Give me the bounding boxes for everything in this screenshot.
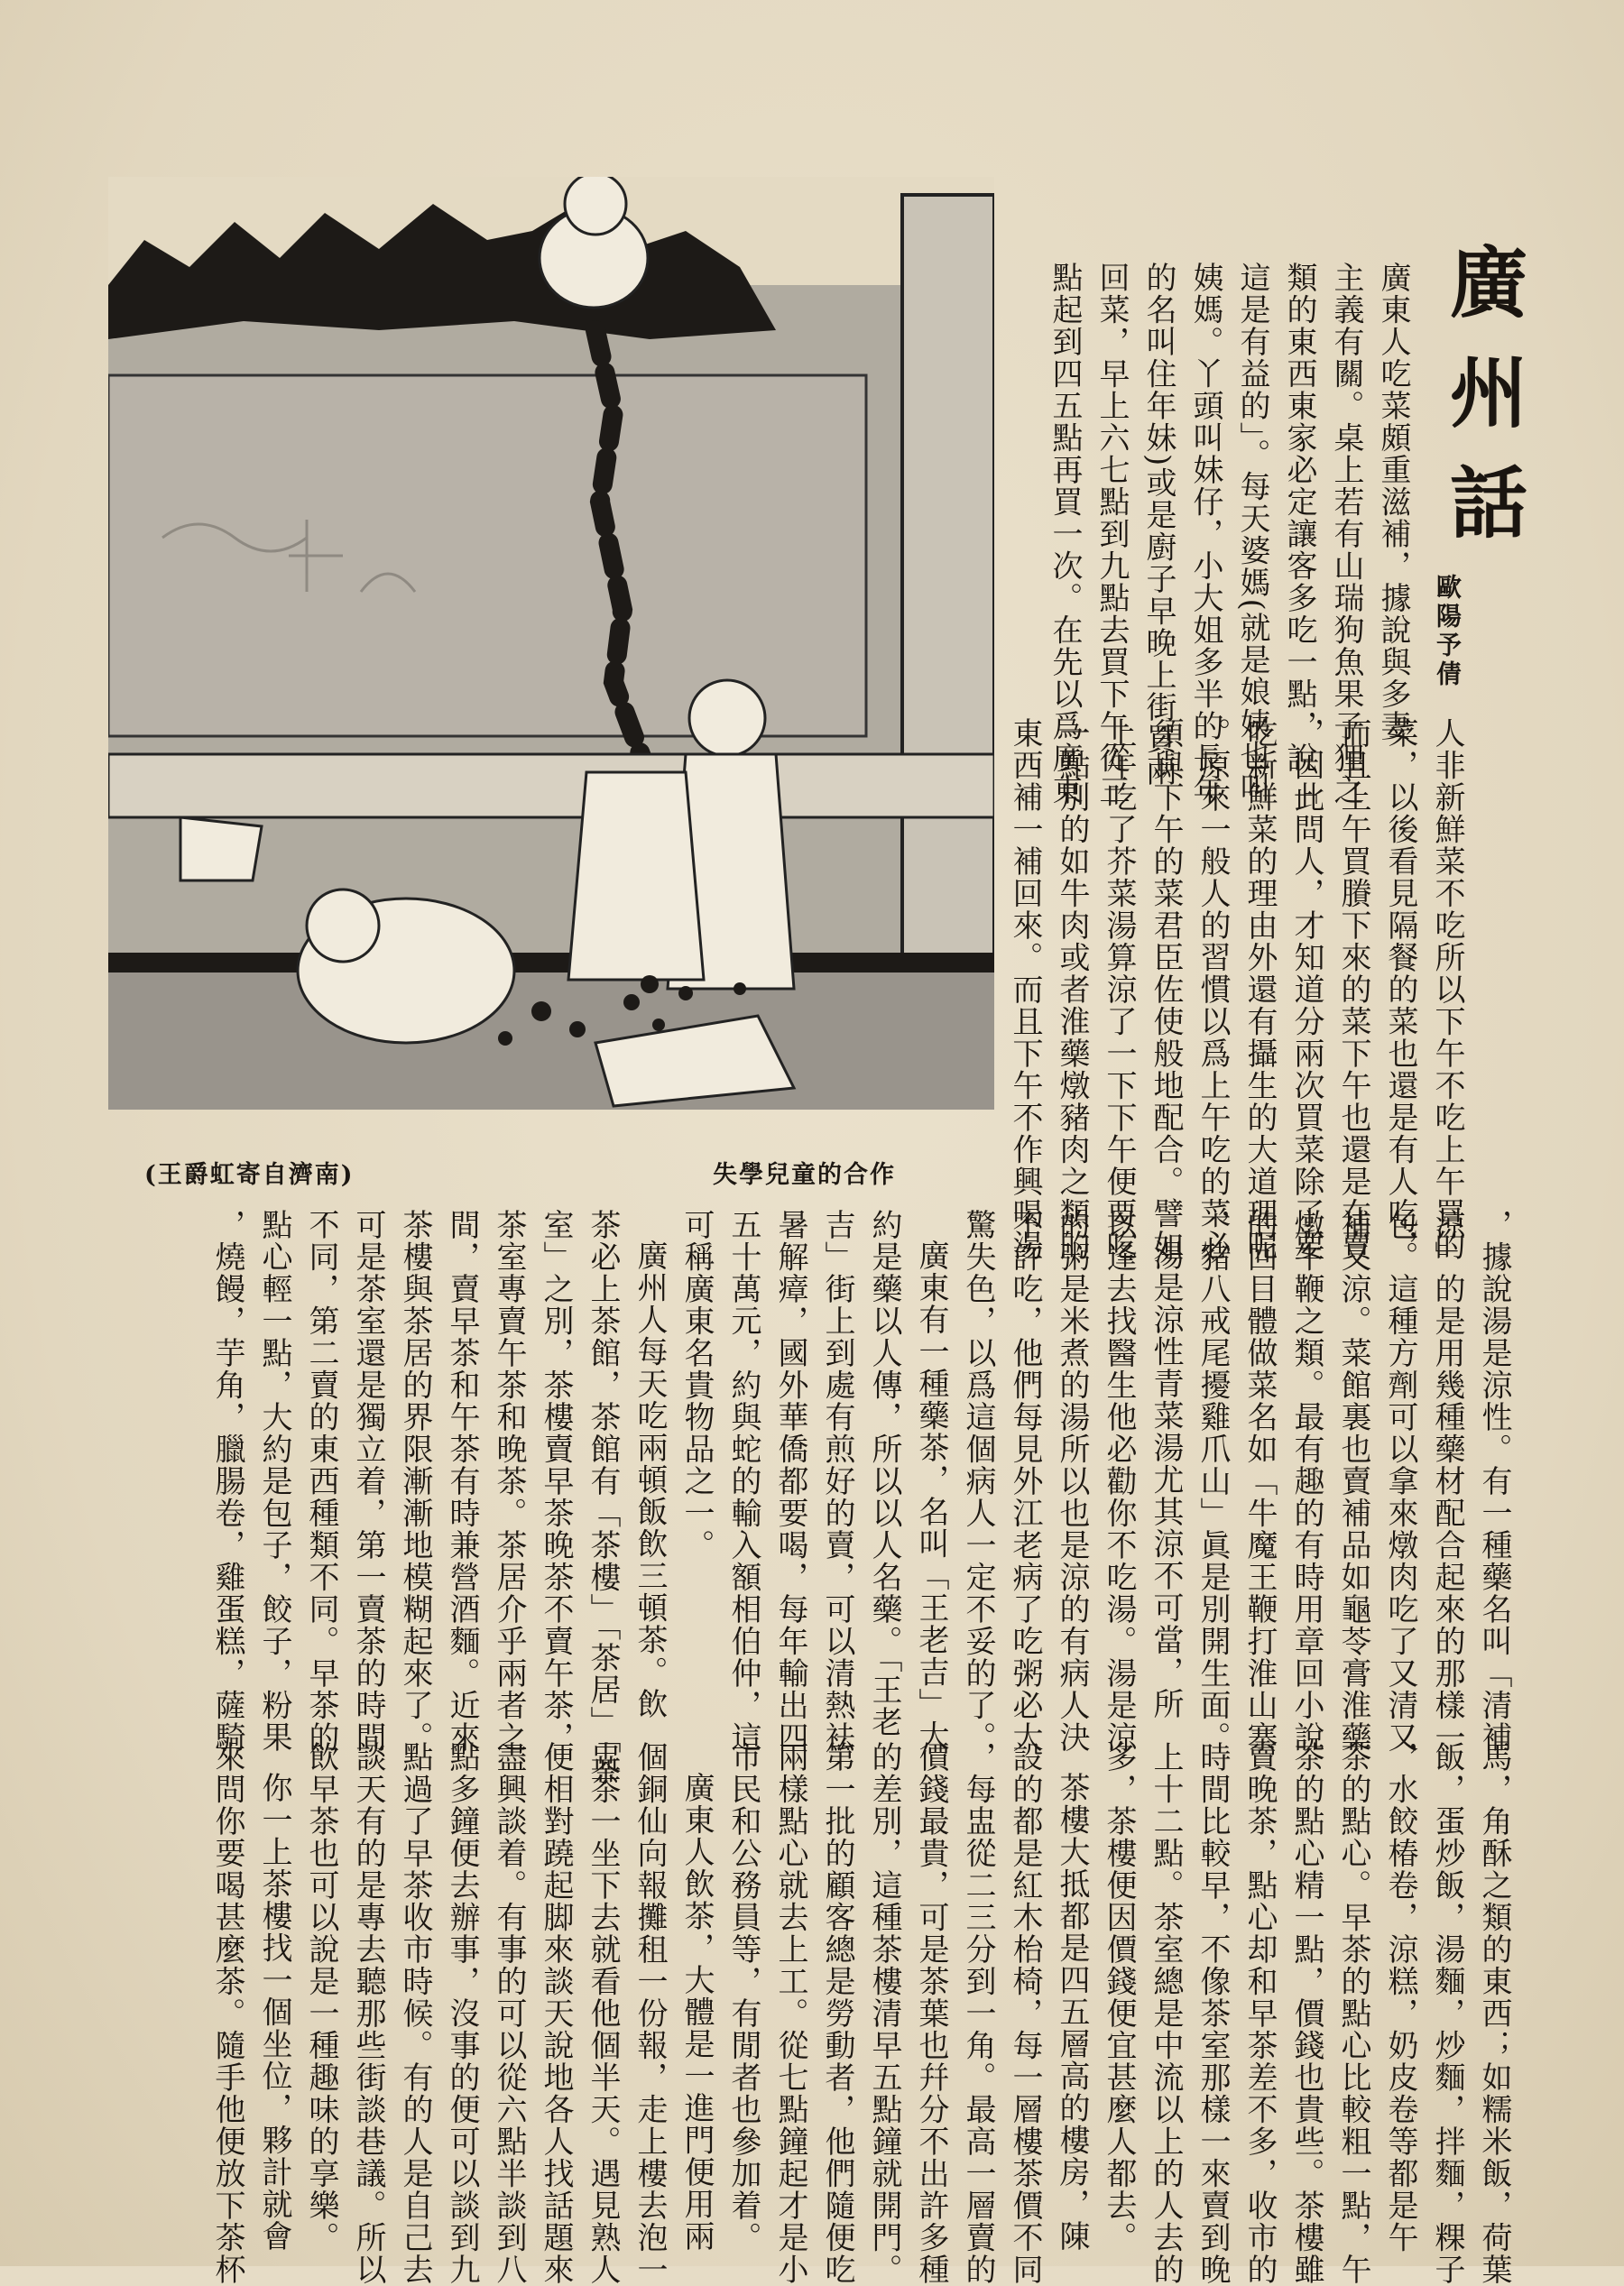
text-column: 賣晚茶，點心却和早茶差不多，收市的: [1241, 1741, 1278, 2286]
text-column: 多，茶樓便因價錢便宜甚麼人都去。: [1101, 1741, 1137, 2254]
text-column: ，豬八戒尾擾雞爪山」眞是別開生面。: [1195, 1209, 1231, 1754]
text-block-middle: [200, 1209, 1518, 1787]
text-column: 約是藥以人傳，所以以人名藥。「王老: [866, 1209, 902, 1738]
text-column: 菜，以後看見隔餐的菜也還是有人吃，: [1382, 717, 1418, 1262]
text-column: 。原來一般人的習慣以爲上午吃的菜必: [1195, 717, 1231, 1262]
text-column: 市民和公務員等，有閒者也參加着。: [725, 1741, 761, 2254]
illustration-caption: 失學兒童的合作: [713, 1161, 896, 1189]
text-column: 東西補一補回來。而且下午不作興喝湯: [1007, 717, 1043, 1262]
text-column: 人非新鮮菜不吃所以下午不吃上午買的: [1429, 717, 1465, 1262]
text-column: 談天有的是專去聽那些街談巷議。所以: [350, 1741, 386, 2286]
text-column: ，因此問人，才知道分兩次買菜除了要: [1288, 717, 1324, 1262]
text-column: 不同，第二賣的東西種類不同。早茶的: [303, 1209, 339, 1754]
text-column: 你一上茶樓找一個坐位，夥計就會: [256, 1772, 292, 2253]
text-column: 驚失色，以爲這個病人一定不妥的了。: [960, 1209, 996, 1754]
text-column: 廣東人飲茶，大體是一進門便用兩: [678, 1772, 715, 2253]
text-column: 飯，蛋炒飯，湯麵，炒麵，拌麵，粿子: [1429, 1741, 1465, 2286]
text-column: 以逢去找醫生他必勸你不吃湯。湯是涼: [1101, 1209, 1137, 1754]
text-column: 飲早茶也可以說是一種趣味的享樂。: [303, 1741, 339, 2254]
text-column: 價錢最貴，可是茶葉也幷分不出許多種: [913, 1741, 949, 2286]
text-column: 的差別，這種茶樓清早五點鐘就開門。: [866, 1741, 902, 2286]
text-column: 湯是涼性青菜湯尤其涼不可當，所: [1148, 1240, 1184, 1720]
woodcut-illustration: [108, 177, 994, 1110]
text-column: 五十萬元，約與蛇的輸入額相伯仲，這: [725, 1209, 761, 1754]
text-column: 茶的點心。早茶的點心比較粗一點，午: [1335, 1741, 1371, 2286]
text-column: 廣東有一種藥茶，名叫「王老吉」大: [913, 1240, 949, 1752]
text-column: 燉牛鞭之類。最有趣的有時用章回小說: [1288, 1209, 1324, 1754]
text-column: 間，賣早茶和午茶有時兼營酒麵。近來: [444, 1209, 480, 1754]
text-column: 茶室專賣午茶和晚茶。茶居介乎兩者之: [491, 1209, 527, 1754]
text-column: 廣州人每天吃兩頓飯飲三頓茶。飲: [632, 1240, 668, 1720]
text-column: 兩樣點心就去上工。從七點鐘起才是小: [772, 1741, 808, 2286]
text-column: 茶樓與茶居的界限漸漸地模糊起來了。: [397, 1209, 433, 1754]
text-column: 上午吃了芥菜湯算涼了一下下午便要吃: [1101, 717, 1137, 1262]
article-title: 廣州話: [1436, 242, 1527, 572]
text-column: 暑解瘴，國外華僑都要喝，每年輸出四: [772, 1209, 808, 1754]
text-column: 盅茶一坐下去就看他個半天。遇見熟人: [585, 1741, 621, 2286]
text-column: 茶樓大抵都是四五層高的樓房，陳: [1054, 1772, 1090, 2253]
text-column: 第一批的顧客總是勞動者，他們隨便吃: [819, 1741, 855, 2286]
illustration-credit: (王爵虹寄自濟南): [144, 1161, 355, 1189]
text-column: 室」之別，茶樓賣早茶晚茶不賣午茶，: [538, 1209, 574, 1754]
text-column: ，燒饅，芋角，臘腸卷，雞蛋糕，薩騎: [209, 1209, 245, 1754]
text-column: 點過了早茶收市時候。有的人是自己去: [397, 1741, 433, 2286]
text-column: 茶必上茶館，茶館有「茶樓」「茶居」「茶: [585, 1209, 621, 1787]
text-column: 便相對蹺起脚來談天說地各人找話題來: [538, 1741, 574, 2286]
text-column: 須與下午的菜君臣佐使般地配合。譬如: [1148, 717, 1184, 1262]
text-column: 個銅仙向報攤租一份報，走上樓去泡一: [632, 1741, 668, 2286]
text-column: 廣東人吃菜頗重滋補，據說與多妻: [1375, 262, 1411, 742]
text-column: 可稱廣東名貴物品之一。: [678, 1209, 715, 1562]
text-column: 馬，角酥之類的東西；如糯米飯，荷葉: [1476, 1741, 1512, 2286]
text-column: 涼」的是用幾種藥材配合起來的那樣一: [1429, 1209, 1465, 1754]
text-column: 設的都是紅木枱椅，每一層樓茶價不同: [1007, 1741, 1043, 2286]
text-column: ，水餃椿卷，涼糕，奶皮卷等都是午: [1382, 1741, 1418, 2254]
text-column: 補又涼。菜館裏也賣補品如龜苓膏淮藥: [1335, 1209, 1371, 1754]
text-column: 一點別的如牛肉或者淮藥燉豬肉之類的: [1054, 717, 1090, 1262]
text-column: 而且上午買賸下來的菜下午也還是在賣: [1335, 717, 1371, 1262]
text-column: 的粥是米煮的湯所以也是涼的有病人決: [1054, 1209, 1090, 1754]
text-column: 茶的點心精一點，價錢也貴些。茶樓雖: [1288, 1741, 1324, 2286]
text-column: 點心輕一點，大約是包子，餃子，粉果: [256, 1209, 292, 1754]
text-column: 主義有關。桌上若有山瑞狗魚果子狸之: [1328, 262, 1364, 807]
text-column: 可是茶室還是獨立着，第一賣茶的時間: [350, 1209, 386, 1754]
text-column: 點起到四五點再買一次。在先以爲廣東: [1047, 262, 1083, 807]
text-column: 包。這種方劑可以拿來燉肉吃了又清又: [1382, 1209, 1418, 1754]
text-column: ，每盅從二三分到一角。最高一層賣的: [960, 1741, 996, 2286]
text-column: 這是有益的」。每天婆媽(就是娘姨也叫: [1234, 262, 1270, 805]
text-block-bottom: [200, 1741, 1518, 2286]
text-column: 來問你要喝甚麼茶。隨手他便放下茶杯: [209, 1741, 245, 2286]
text-column: 類的東西東家必定讓客多吃一點，說「: [1281, 262, 1317, 807]
text-column: 不許吃，他們每見外江老病了吃粥必大: [1007, 1209, 1043, 1754]
text-column: 姨媽。丫頭叫妹仔，小大姐多半的長年: [1187, 262, 1223, 807]
text-column: 的回目體做菜名如「牛魔王鞭打淮山寨: [1241, 1209, 1278, 1754]
text-column: 的名叫住年妹)或是廚子早晚上街買兩: [1140, 262, 1176, 788]
text-column: 吃新鮮菜的理由外還有攝生的大道理呢: [1241, 717, 1278, 1262]
text-column: 回菜，早上六七點到九點去買下午從三: [1093, 262, 1130, 807]
text-column: 點多鐘便去辦事，沒事的便可以談到九: [444, 1741, 480, 2286]
text-column: 時間比較早，不像茶室那樣一來賣到晚: [1195, 1741, 1231, 2286]
article-author: 歐陽予倩: [1433, 574, 1463, 689]
text-block-upper-left: [1038, 262, 1416, 807]
text-column: ，據說湯是涼性。有一種藥名叫「清補: [1476, 1209, 1512, 1754]
text-column: 上十二點。茶室總是中流以上的人去的: [1148, 1741, 1184, 2286]
text-column: 盡興談着。有事的可以從六點半談到八: [491, 1741, 527, 2286]
text-column: 吉」街上到處有煎好的賣，可以清熱袪: [819, 1209, 855, 1754]
